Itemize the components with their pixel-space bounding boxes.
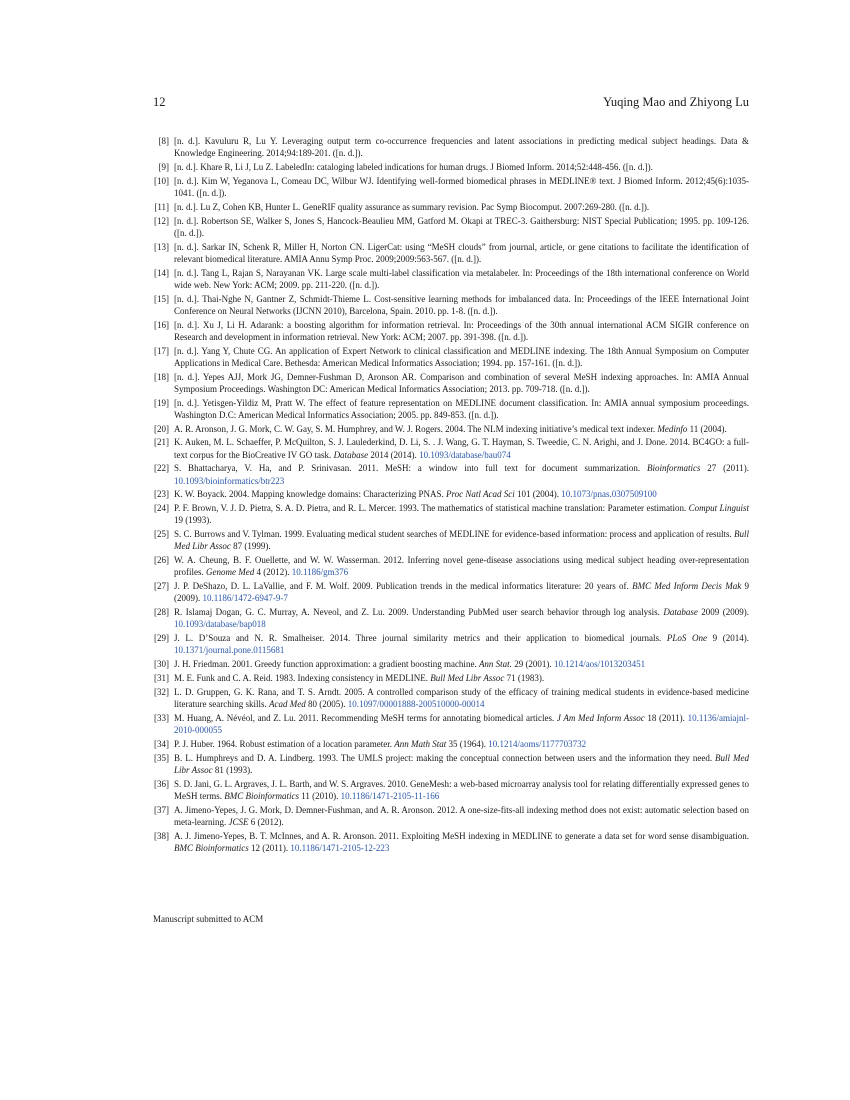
reference-item [153,436,749,460]
reference-number: [16] [154,319,169,330]
reference-number: [14] [154,267,169,278]
reference-venue: Ann Stat. [478,659,512,670]
doi-link[interactable]: 10.1093/bioinformatics/btr223 [174,475,285,486]
reference-item [153,502,749,526]
reference-text [174,462,749,486]
reference-number: [12] [154,215,169,226]
reference-text [174,830,749,854]
reference-item [153,241,749,265]
reference-venue: BMC Bioinformatics [174,842,249,853]
reference-segment: S. D. Jani, G. L. Argraves, J. L. Barth, and W. S. Argraves. 2010. GeneMesh: a web-based microarray analysis tool for relating differentially expressed genes to MeSH terms. [174,778,749,801]
reference-item [153,658,749,670]
reference-text [174,293,749,317]
reference-number: [22] [154,463,169,474]
reference-segment: 71 (1983). [504,672,545,683]
reference-number: [15] [154,293,169,304]
doi-link[interactable]: 10.1186/gm376 [291,567,349,578]
reference-item [153,738,749,750]
reference-item [153,804,749,828]
reference-item [153,528,749,552]
reference-number: [34] [154,738,169,749]
doi-link[interactable]: 10.1214/aoms/1177703732 [488,738,587,749]
reference-segment: M. Huang, A. Névéol, and Z. Lu. 2011. Recommending MeSH terms for annotating biomedical articles. [174,712,557,723]
reference-venue: Ann Math Stat [394,738,447,749]
reference-venue: Bull Med Libr Assoc [174,529,749,552]
reference-segment: K. W. Boyack. 2004. Mapping knowledge domains: Characterizing PNAS. [174,489,446,500]
reference-segment: [n. d.]. Thai-Nghe N, Gantner Z, Schmidt-Thieme L. Cost-sensitive learning methods for imbalanced data. In: Proceedings of the IEEE International Joint Conference on Neural Networks (IJCNN 2010), Barcelona, Spain. 2010. pp. 1-8. ([n. d.]). [174,293,749,316]
reference-number: [33] [154,712,169,723]
reference-venue: Comput Linguist [688,503,749,514]
doi-link[interactable]: 10.1136/amiajnl-2010-000055 [174,712,749,735]
page-header [153,95,749,113]
reference-text [174,371,749,395]
doi-link[interactable]: 10.1186/1471-2105-11-166 [340,790,440,801]
reference-segment: J. P. DeShazo, D. L. LaVallie, and F. M. Wolf. 2009. Publication trends in the medical informatics literature: 20 years of. [174,581,633,592]
reference-number: [26] [154,555,169,566]
reference-segment: P. F. Brown, V. J. D. Pietra, S. A. D. Pietra, and R. L. Mercer. 1993. The mathematics of statistical machine translation: Parameter estimation. [174,503,689,514]
reference-segment: 2009 (2009). [697,607,749,618]
reference-text [174,201,749,213]
reference-segment: [n. d.]. Yang Y, Chute CG. An application of Expert Network to clinical classification and MEDLINE indexing. The 18th Annual Symposium on Computer Applications in Medical Care. Bethesda: American Medical Informatics Association; 1994. pp. 157-161. ([n. d.]). [174,345,749,368]
reference-number: [20] [154,423,169,434]
reference-text [174,752,749,776]
reference-segment: A. J. Jimeno-Yepes, B. T. McInnes, and A. R. Aronson. 2011. Exploiting MeSH indexing in MEDLINE to generate a data set for word sense disambiguation. [174,830,749,841]
reference-text [174,161,749,173]
reference-text [174,606,749,630]
reference-item [153,267,749,291]
reference-segment: 29 (2001). [511,659,554,670]
reference-segment: 2014 (2014). [368,449,420,460]
reference-text [174,436,749,460]
reference-segment: [n. d.]. Sarkar IN, Schenk R, Miller H, Norton CN. LigerCat: using “MeSH clouds” from journal, article, or gene citations to facilitate the identification of relevant biomedical literature. AMIA Annu Symp Proc. 2009;2009:563-567. ([n. d.]). [174,241,749,264]
reference-venue: BMC Med Inform Decis Mak [632,581,742,592]
reference-item [153,423,749,435]
reference-text [174,423,749,435]
reference-segment: 18 (2011). [644,712,688,723]
reference-number: [25] [154,529,169,540]
reference-text [174,267,749,291]
reference-item [153,778,749,802]
reference-segment: W. A. Cheung, B. F. Ouellette, and W. W. Wasserman. 2012. Inferring novel gene-disease associations using medical subject heading over-representation profiles. [174,555,749,578]
reference-number: [21] [154,437,169,448]
reference-segment: B. L. Humphreys and D. A. Lindberg. 1993. The UMLS project: making the conceptual connection between users and the information they need. [174,752,716,763]
reference-venue: PLoS One [666,633,708,644]
reference-item [153,462,749,486]
reference-venue: Bioinformatics [646,463,701,474]
reference-text [174,712,749,736]
reference-item [153,554,749,578]
reference-venue: Bull Med Libr Assoc [174,752,749,775]
reference-item [153,830,749,854]
reference-item [153,201,749,213]
reference-number: [24] [154,503,169,514]
reference-segment: [n. d.]. Robertson SE, Walker S, Jones S, Hancock-Beaulieu MM, Gatford M. Okapi at TREC-3. Gaithersburg: NIST Special Publication; 1995. pp. 109-126. ([n. d.]). [174,215,749,238]
reference-list [153,135,749,856]
reference-item [153,632,749,656]
reference-item [153,606,749,630]
reference-segment: [n. d.]. Yepes AJJ, Mork JG, Demner-Fushman D, Aronson AR. Comparison and combination of several MeSH indexing approaches. In: AMIA Annual Symposium Proceedings. Washington DC: American Medical Informatics Association; 2013. pp. 709-718. ([n. d.]). [174,371,749,394]
reference-item [153,175,749,199]
reference-segment: A. R. Aronson, J. G. Mork, C. W. Gay, S. M. Humphrey, and W. J. Rogers. 2004. The NLM indexing initiative’s medical text indexer. [174,423,658,434]
doi-link[interactable]: 10.1093/database/bau074 [419,449,511,460]
reference-item [153,686,749,710]
reference-item [153,215,749,239]
reference-segment: L. D. Gruppen, G. K. Rana, and T. S. Arndt. 2005. A controlled comparison study of the efficacy of training medical students in evidence-based medicine literature searching skills. [174,686,749,709]
reference-venue: BMC Bioinformatics [224,790,299,801]
reference-segment: M. E. Funk and C. A. Reid. 1983. Indexing consistency in MEDLINE. [174,672,431,683]
reference-item [153,319,749,343]
reference-segment: J. H. Friedman. 2001. Greedy function approximation: a gradient boosting machine. [174,659,479,670]
reference-venue: Genome Med [206,567,255,578]
reference-segment: 81 (1993). [212,764,253,775]
reference-number: [28] [154,607,169,618]
reference-number: [18] [154,371,169,382]
reference-item [153,161,749,173]
reference-item [153,712,749,736]
doi-link[interactable]: 10.1097/00001888-200510000-00014 [347,698,485,709]
reference-segment: 9 (2009). [174,581,749,604]
reference-segment: 6 (2012). [248,816,284,827]
doi-link[interactable]: 10.1214/aos/1013203451 [553,659,646,670]
reference-segment: 35 (1964). [446,738,489,749]
reference-number: [37] [154,804,169,815]
doi-link[interactable]: 10.1371/journal.pone.0115681 [174,645,285,656]
reference-segment: [n. d.]. Kim W, Yeganova L, Comeau DC, Wilbur WJ. Identifying well-formed biomedical phrases in MEDLINE® text. J Biomed Inform. 2012;45(6):1035-1041. ([n. d.]). [174,175,749,198]
reference-segment: 87 (1999). [230,541,271,552]
reference-number: [23] [154,489,169,500]
running-head: Yuqing Mao and Zhiyong Lu [603,95,749,109]
reference-number: [38] [154,830,169,841]
reference-segment: R. Islamaj Dogan, G. C. Murray, A. Neveol, and Z. Lu. 2009. Understanding PubMed user search behavior through log analysis. [174,607,664,618]
page-number: 12 [153,95,166,109]
reference-segment: 101 (2004). [514,489,562,500]
reference-number: [19] [154,397,169,408]
reference-number: [36] [154,778,169,789]
reference-segment: 11 (2010). [299,790,341,801]
reference-segment: S. C. Burrows and V. Tylman. 1999. Evaluating medical student searches of MEDLINE for evidence-based information: process and application of results. [174,529,734,540]
reference-text [174,580,749,604]
reference-number: [17] [154,345,169,356]
reference-number: [35] [154,752,169,763]
reference-venue: JCSE [228,816,249,827]
reference-number: [13] [154,241,169,252]
doi-link[interactable]: 10.1186/1471-2105-12-223 [290,842,390,853]
reference-text [174,686,749,710]
reference-venue: Database [663,607,698,618]
reference-number: [8] [158,136,169,146]
reference-segment: S. Bhattacharya, V. Ha, and P. Srinivasan. 2011. MeSH: a window into full text for document summarization. [174,463,647,474]
reference-segment: 12 (2011). [248,842,291,853]
reference-item [153,345,749,369]
reference-segment: [n. d.]. Yetisgen-Yildiz M, Pratt W. The effect of feature representation on MEDLINE document classification. In: AMIA annual symposium proceedings. Washington D.C: American Medical Informatics Association; 2005. pp. 849-853. ([n. d.]). [174,397,749,420]
reference-segment: 80 (2005). [305,698,348,709]
doi-link[interactable]: 10.1093/database/bap018 [174,619,266,630]
reference-venue: Database [333,449,369,460]
reference-number: [30] [154,659,169,670]
reference-segment: [n. d.]. Xu J, Li H. Adarank: a boosting algorithm for information retrieval. In: Proceedings of the 30th annual international ACM SIGIR conference on Research and development in information retrieval. New York: ACM; 2007. pp. 391-398. ([n. d.]). [174,319,749,342]
reference-text [174,241,749,265]
reference-number: [31] [154,672,169,683]
reference-number: [11] [154,201,169,212]
reference-segment: 11 (2004). [687,423,727,434]
reference-segment: [n. d.]. Khare R, Li J, Lu Z. LabeledIn: cataloging labeled indications for human drugs. J Biomed Inform. 2014;52:448-456. ([n. d.]). [174,162,653,172]
reference-item [153,580,749,604]
reference-segment: 19 (1993). [174,515,212,526]
reference-text [174,778,749,802]
reference-text [174,175,749,199]
reference-segment: 9 (2014). [707,633,749,644]
reference-venue: Bull Med Libr Assoc [430,672,505,683]
reference-item [153,293,749,317]
reference-text [174,215,749,239]
footer-note: Manuscript submitted to ACM [153,914,264,924]
reference-item [153,488,749,500]
reference-text [174,528,749,552]
reference-segment: P. J. Huber. 1964. Robust estimation of a location parameter. [174,738,395,749]
reference-segment: 27 (2011). [700,463,749,474]
reference-segment: J. L. D’Souza and N. R. Smalheiser. 2014. Three journal similarity metrics and their application to biomedical journals. [174,633,667,644]
reference-text [174,554,749,578]
reference-segment: [n. d.]. Tang L, Rajan S, Narayanan VK. Large scale multi-label classification via metalabeler. In: Proceedings of the 18th international conference on World wide web. New York: ACM; 2009. pp. 211-220. ([n. d.]). [174,267,749,290]
reference-number: [32] [154,686,169,697]
reference-text [174,804,749,828]
reference-text [174,319,749,343]
reference-item [153,397,749,421]
reference-text [174,488,749,500]
reference-number: [10] [154,175,169,186]
reference-venue: Medinfo [657,423,688,434]
reference-segment: [n. d.]. Lu Z, Cohen KB, Hunter L. GeneRIF quality assurance as summary revision. Pac Symp Biocomput. 2007:269-280. ([n. d.]). [174,201,650,212]
reference-text [174,397,749,421]
reference-venue: J Am Med Inform Assoc [556,712,645,723]
reference-item [153,135,749,159]
reference-item [153,672,749,684]
reference-segment: [n. d.]. Kavuluru R, Lu Y. Leveraging output term co-occurrence frequencies and latent associations in predicting medical subject headings. Data & Knowledge Engineering. 2014;94:189-201. ([n. d.]). [174,136,749,159]
doi-link[interactable]: 10.1073/pnas.0307509100 [561,489,657,500]
reference-number: [9] [158,162,169,172]
reference-number: [27] [154,581,169,592]
reference-item [153,371,749,395]
reference-text [174,632,749,656]
reference-text [174,345,749,369]
reference-venue: Proc Natl Acad Sci [445,489,515,500]
reference-text [174,738,749,750]
reference-venue: Acad Med [268,698,306,709]
reference-text [174,672,749,684]
reference-text [174,658,749,670]
doi-link[interactable]: 10.1186/1472-6947-9-7 [202,593,288,604]
reference-segment: K. Auken, M. L. Schaeffer, P. McQuilton, S. J. Laulederkind, D. Li, S. . J. Wang, G. T. Hayman, S. Tweedie, C. N. Arighi, and J. Done. 2014. BC4GO: a full-text corpus for the BioCreative IV GO task. [174,437,749,460]
reference-segment: A. Jimeno-Yepes, J. G. Mork, D. Demner-Fushman, and A. R. Aronson. 2012. A one-size-fits-all indexing method does not exist: automatic selection based on meta-learning. [174,804,749,827]
reference-segment: 4 (2012). [254,567,292,578]
reference-text [174,135,749,159]
reference-text [174,502,749,526]
reference-item [153,752,749,776]
reference-number: [29] [154,633,169,644]
